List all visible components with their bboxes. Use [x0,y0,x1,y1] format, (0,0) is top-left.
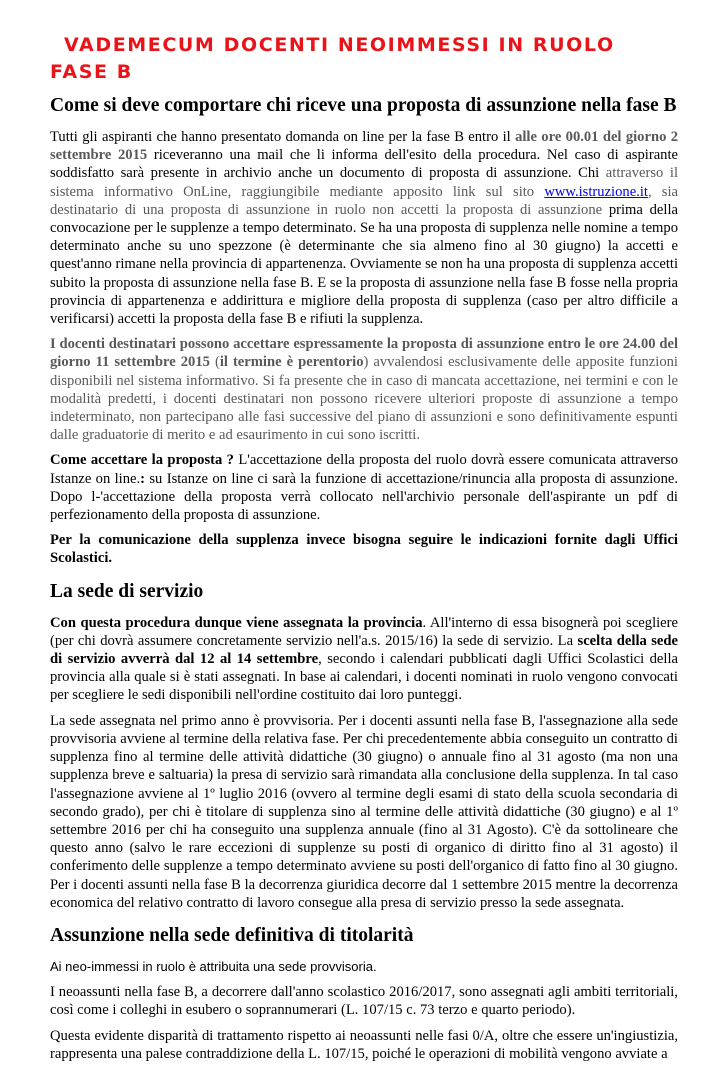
section-heading-fase-b: Come si deve comportare chi riceve una proposta di assunzione nella fase B [50,95,677,116]
section-heading-sede-definitiva: Assunzione nella sede definitiva di titolarità [50,924,414,946]
deadline-date: alle ore 00.01 del giorno 2 settembre 2015 [50,129,679,164]
paragraph-mail-esito: Tutti gli aspiranti che hanno presentato domanda on line per la fase B entro il alle ore 00.01 del giorno 2 settembre 2015 riceveranno una mail che li informa dell'esito della procedura. Nel caso di aspirante soddisfatto sarà presente in archivio anche un documento di proposta di assunzione. Chi attraverso il sistema informativo OnLine, raggiungibile mediante apposito link sul sito www.istruzione.it, sia destinatario di una proposta di assunzione in ruolo non accetti la proposta di assunzione prima della convocazione per le supplenze a tempo determinato. Se ha una proposta di supplenza nelle nomine a tempo determinato anche su uno spezzone (è determinante che sia almeno fino al 30 giugno) la accetti e quest'anno rimane nella provincia di appartenenza. Ovviamente se non ha una proposta di supplenza accetti subito la proposta di assunzione nella fase B. E se la proposta di assunzione nella fase B fosse nella propria provincia di appartenenza e addirittura e migliore della proposta di supplenza (caso per altro difficile a verificarsi) accetti la proposta della fase B e rifiuti la supplenza. [50,129,679,328]
istruzione-link[interactable]: www.istruzione.it [544,183,648,200]
title-line-2: FASE B [50,61,133,83]
paragraph-sede-provvisoria: La sede assegnata nel primo anno è provvisoria. Per i docenti assunti nella fase B, l'assegnazione alla sede provvisoria avviene al termine della relativa fase. Per chi precedentemente abbia conseguito un contratto di supplenza fino al termine delle attività didattiche (30 giugno) o annuale fino al 31 agosto (ma non una supplenza breve e saltuaria) la presa di servizio sarà rimandata alla conclusione della supplenza. In tal caso l'assegnazione avviene al 1º luglio 2016 (ovvero al termine degli esami di stato della scuola secondaria di secondo grado), per chi è titolare di supplenza sino al termine delle attività didattiche (30 giugno) e al 1º settembre 2016 per chi ha conseguito una supplenza annuale (fino al 31 Agosto). C'è da sottolineare che questo anno (salvo le rare eccezioni di supplenze su posti di organico di diritto fino al 31 agosto) il conferimento delle supplenze a tempo determinato avviene su posti dell'organico di fatto fino al 30 giugno. Per i docenti assunti nella fase B la decorrenza giuridica decorre dal 1 settembre 2015 mentre la decorrenza economica del relativo contratto di lavoro consegue alla presa di servizio presso la sede assegnata. [50,712,678,911]
paragraph-disparita: Questa evidente disparità di trattamento rispetto ai neoassunti nelle fasi 0/A, oltre che essere un'ingiustizia, rappresenta una palese contraddizione della L. 107/15, poiché le operazioni di mobilità vengono avviate a [50,1027,678,1062]
document-page [50,32,678,1070]
paragraph-come-accettare: Come accettare la proposta ? L'accettazione della proposta del ruolo dovrà essere comunicata attraverso Istanze on line.: su Istanze on line ci sarà la funzione di accettazione/rinuncia alla proposta di assunzione. Dopo l-'accettazione della proposta verrà collocato nell'archivio personale dell'aspirante un pdf di perfezionamento della proposta di assunzione. [50,452,678,524]
section-heading-sede-servizio: La sede di servizio [50,580,204,602]
paragraph-accettazione-termine: I docenti destinatari possono accettare espressamente la proposta di assunzione entro le ore 24.00 del giorno 11 settembre 2015 (il termine è perentorio) avvalendosi esclusivamente delle apposite funzioni disponibili nel sistema informativo. Si fa presente che in caso di mancata accettazione, nei termini e con le modalità predetti, i docenti destinatari non possono ricevere ulteriori proposte di assunzione a tempo indeterminato, non partecipano alle fasi successive del piano di assunzioni e sono definitivamente espunti dalle graduatorie di merito e ad esaurimento in cui sono iscritti. [50,336,678,444]
paragraph-ambiti-territoriali: I neoassunti nella fase B, a decorrere dall'anno scolastico 2016/2017, sono assegnati agli ambiti territoriali, così come i colleghi in esubero o soprannumerari (L. 107/15 c. 73 terzo e quarto periodo). [50,984,678,1019]
title-line-1: VADEMECUM DOCENTI NEOIMMESSI IN RUOLO [64,34,615,56]
document-title [50,32,678,86]
paragraph-neo-immessi: Ai neo-immessi in ruolo è attribuita una sede provvisoria. [50,958,377,974]
paragraph-supplenza-note: Per la comunicazione della supplenza invece bisogna seguire le indicazioni fornite dagli Uffici Scolastici. [50,532,678,567]
paragraph-procedura-provincia: Con questa procedura dunque viene assegnata la provincia. All'interno di essa bisognerà poi scegliere (per chi dovrà assumere concretamente servizio nell'a.s. 2015/16) la sede di servizio. La scelta della sede di servizio avverrà dal 12 al 14 settembre, secondo i calendari pubblicati dagli Uffici Scolastici della provincia alla quale si è stati assegnati. In base ai calendari, i docenti nominati in ruolo vengono convocati per scegliere le sedi disponibili nell'ordine costituito dai loro punteggi. [50,614,678,704]
